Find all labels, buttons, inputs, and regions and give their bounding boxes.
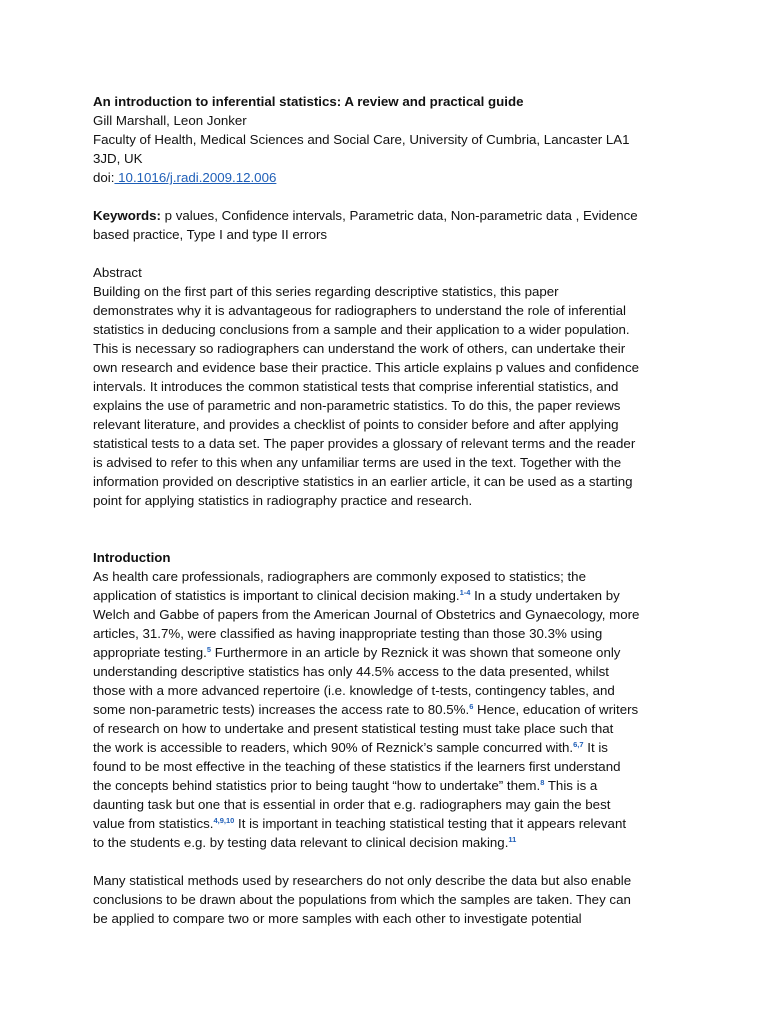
body-line: conclusions to be drawn about the populations from which the samples are taken. They can — [93, 892, 631, 907]
article-affiliation-line1: Faculty of Health, Medical Sciences and Social Care, University of Cumbria, Lancaster LA1 — [93, 132, 630, 147]
abstract-line: This is necessary so radiographers can understand the work of others, can undertake their — [93, 341, 626, 356]
keywords-label: Keywords: — [93, 208, 161, 223]
citation-ref[interactable]: 11 — [508, 835, 517, 844]
intro-line: to the students e.g. by testing data relevant to clinical decision making.$^{11}$ — [93, 835, 517, 850]
doi-label: doi: — [93, 170, 115, 185]
abstract-line: Building on the first part of this series regarding descriptive statistics, this paper — [93, 284, 559, 299]
body-line: be applied to compare two or more samples with each other to investigate potential — [93, 911, 582, 926]
intro-line: the concepts behind statistics prior to being taught “how to undertake” them.$^8$ This is a — [93, 778, 598, 793]
citation-ref[interactable]: 6,7 — [573, 740, 584, 749]
keywords-line1: p values, Confidence intervals, Parametric data, Non-parametric data , Evidence — [160, 208, 638, 223]
intro-line: the work is accessible to readers, which 90% of Reznick’s sample concurred with.$^{6,7}$ It is — [93, 740, 608, 755]
abstract-line: statistical tests to a data set. The paper provides a glossary of relevant terms and the reader — [93, 436, 636, 451]
intro-line: articles, 31.7%, were classified as having inappropriate testing than those 30.3% using — [93, 626, 603, 641]
continuation-paragraph — [93, 871, 678, 928]
citation-ref[interactable]: 5 — [206, 645, 212, 654]
abstract-line: relevant literature, and provides a checklist of points to consider before and after applying — [93, 417, 619, 432]
keywords-line2: based practice, Type I and type II errors — [93, 227, 328, 242]
intro-line: application of statistics is important to clinical decision making.$^{1-4}$ In a study undertaken by — [93, 588, 620, 603]
abstract-line: intervals. It introduces the common statistical tests that comprise inferential statistics, and — [93, 379, 619, 394]
intro-line: daunting task but one that is essential in order that e.g. radiographers may gain the best — [93, 797, 611, 812]
intro-line: As health care professionals, radiographers are commonly exposed to statistics; the — [93, 569, 586, 584]
intro-line: appropriate testing.$^5$ Furthermore in an article by Reznick it was shown that someone only — [93, 645, 621, 660]
citation-ref[interactable]: 1-4 — [459, 588, 471, 597]
doi-link[interactable]: 10.1016/j.radi.2009.12.006 — [114, 170, 277, 185]
abstract-heading: Abstract — [93, 265, 142, 280]
citation-ref[interactable]: 6 — [469, 702, 474, 711]
intro-line: Welch and Gabbe of papers from the American Journal of Obstetrics and Gynaecology, more — [93, 607, 640, 622]
article-title: An introduction to inferential statistics: A review and practical guide — [93, 94, 524, 109]
abstract-line: statistics in deducing conclusions from a sample and their application to a wider population. — [93, 322, 630, 337]
article-authors: Gill Marshall, Leon Jonker — [93, 113, 247, 128]
intro-line: found to be most effective in the teaching of these statistics if the learners first understand — [93, 759, 621, 774]
citation-ref[interactable]: 4,9,10 — [213, 816, 235, 825]
abstract-line: point for applying statistics in radiography practice and research. — [93, 493, 473, 508]
abstract-line: own research and evidence base their practice. This article explains p values and confidence — [93, 360, 639, 375]
keywords-section — [93, 206, 678, 244]
intro-line: of research on how to undertake and present statistical testing must take place such that — [93, 721, 614, 736]
introduction-section — [93, 548, 678, 852]
abstract-line: explains the use of parametric and non-parametric statistics. To do this, the paper reviews — [93, 398, 621, 413]
intro-line: those with a more advanced repertoire (i.e. knowledge of t-tests, contingency tables, and — [93, 683, 615, 698]
article-doi — [93, 168, 678, 187]
abstract-line: information provided on descriptive statistics in an earlier article, it can be used as a starting — [93, 474, 633, 489]
abstract-section — [93, 263, 678, 510]
introduction-heading: Introduction — [93, 550, 171, 565]
citation-ref[interactable]: 8 — [540, 778, 545, 787]
body-line: Many statistical methods used by researchers do not only describe the data but also enable — [93, 873, 632, 888]
abstract-line: demonstrates why it is advantageous for radiographers to understand the role of inferential — [93, 303, 626, 318]
intro-line: understanding descriptive statistics has only 44.5% access to the data presented, whilst — [93, 664, 609, 679]
abstract-line: is advised to refer to this when any unfamiliar terms are used in the text. Together with the — [93, 455, 622, 470]
intro-line: some non-parametric tests) increases the access rate to 80.5%.$^6$ Hence, education of writers — [93, 702, 639, 717]
article-page — [93, 92, 678, 928]
intro-line: value from statistics.$^{4,9,10}$ It is important in teaching statistical testing that it appears relevant — [93, 816, 627, 831]
article-affiliation-line2: 3JD, UK — [93, 151, 143, 166]
